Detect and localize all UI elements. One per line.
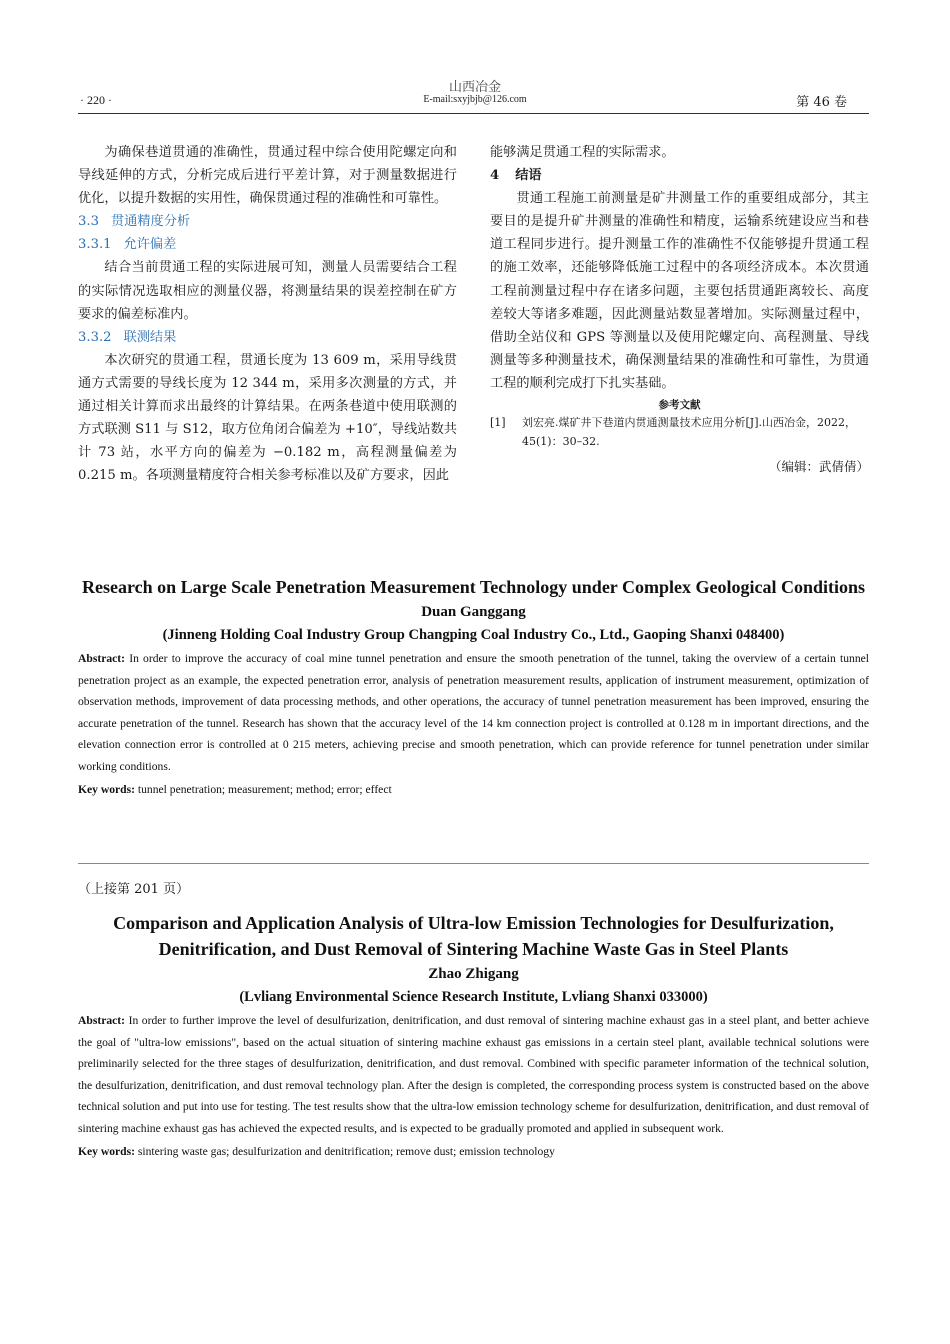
journal-name: 山西冶金	[448, 80, 501, 95]
reference-text: 刘宏亮.煤矿井下巷道内贯通测量技术应用分析[J].山西冶金，2022，45(1)：30–32.	[522, 416, 856, 449]
body-paragraph: 能够满足贯通工程的实际需求。	[490, 145, 675, 160]
english-abstract-2	[78, 910, 869, 1162]
author-affiliation: (Lvliang Environmental Science Research Institute, Lvliang Shanxi 033000)	[239, 989, 708, 1005]
section-heading-3-3-2	[78, 326, 457, 349]
author-name: Duan Ganggang	[421, 604, 526, 620]
editor-note: （编辑：武倩倩）	[768, 459, 869, 475]
header-divider	[78, 113, 869, 114]
author-affiliation: (Jinneng Holding Coal Industry Group Changping Coal Industry Co., Ltd., Gaoping Shanxi 048400)	[162, 627, 785, 643]
abstract-text	[78, 1010, 869, 1140]
keywords-body: tunnel penetration; measurement; method; error; effect	[137, 782, 392, 796]
paper-title: Comparison and Application Analysis of Ultra-low Emission Technologies for Desulfurization, Denitrification, and Dust Removal of Sintering Machine Waste Gas in Steel Plants	[113, 913, 834, 959]
section-number: 3.3	[78, 214, 99, 230]
section-title: 结语	[515, 168, 542, 184]
author-name: Zhao Zhigang	[428, 966, 519, 982]
section-title: 贯通精度分析	[110, 214, 191, 230]
volume-label: 第 46 卷	[796, 95, 847, 110]
keywords-label: Key words:	[78, 782, 135, 796]
section-number: 4	[490, 168, 500, 184]
keywords	[78, 1141, 869, 1163]
keywords-body: sintering waste gas; desulfurization and denitrification; remove dust; emission technology	[137, 1144, 555, 1158]
section-number: 3.3.2	[78, 329, 112, 345]
abstract-label: Abstract:	[78, 1014, 126, 1027]
continued-note: （上接第 201 页）	[78, 882, 190, 897]
section-heading-3-3	[78, 210, 457, 233]
english-abstract-1	[78, 574, 869, 800]
reference-item	[490, 413, 869, 451]
abstract-body: In order to improve the accuracy of coal mine tunnel penetration and ensure the smooth penetration of the tunnel, taking the overview of a certain tunnel penetration project as an example, the expected penetration error, analysis of penetration measurement results, application of instrument measurement, optimization of observation methods, improvement of data processing methods, and other operations, the accuracy of tunnel penetration measurement has been improved, ensuring the accurate penetration of the tunnel. Research has shown that the accuracy level of the 14 km connection project is controlled at 0.128 m in important directions, and the elevation connection error is controlled at 0 215 meters, achieving precise and smooth penetration, which can provide reference for tunnel penetration under similar working conditions.	[78, 652, 869, 773]
keywords	[78, 779, 869, 801]
body-paragraph: 为确保巷道贯通的准确性，贯通过程中综合使用陀螺定向和导线延伸的方式，分析完成后进行平差计算，对于测量数据进行优化，以提升数据的实用性，确保贯通过程的准确性和可靠性。	[78, 145, 457, 207]
section-heading-4	[490, 164, 869, 187]
references-heading: 参考文献	[658, 399, 701, 412]
section-title: 联测结果	[123, 329, 177, 345]
abstract-label: Abstract:	[78, 652, 126, 665]
section-title: 允许偏差	[123, 237, 177, 253]
section-divider	[78, 863, 869, 864]
reference-number: [1]	[490, 416, 506, 430]
body-paragraph: 贯通工程施工前测量是矿井测量工作的重要组成部分，其主要目的是提升矿井测量的准确性和精度，运输系统建设应当和巷道工程同步进行。提升测量工作的准确性不仅能够提升贯通工程的施工效率，还能够降低施工过程中的各项经济成本。本次贯通工程前测量过程中存在诸多问题，主要包括贯通距离较长、高度差较大等诸多难题，因此测量站数显著增加。实际测量过程中，借助全站仪和 GPS 等测量以及使用陀螺定向、高程测量、导线测量等多种测量技术，确保测量结果的准确性和可靠性，为贯通工程的顺利完成打下扎实基础。	[490, 191, 869, 391]
body-paragraph: 结合当前贯通工程的实际进展可知，测量人员需要结合工程的实际情况选取相应的测量仪器，将测量结果的误差控制在矿方要求的偏差标准内。	[78, 260, 457, 322]
abstract-body: In order to further improve the level of desulfurization, denitrification, and dust removal of sintering machine exhaust gas in a steel plant, and better achieve the goal of "ultra-low emissions", based on the actual situation of sintering machine exhaust gas emissions in a certain steel plant, available technical solutions were preliminarily selected for the three stages of desulfurization, denitrification, and dust removal. Combined with specific parameter information of the technical solution, the desulfurization, denitrification, and dust removal technology plan. After the design is completed, the corresponding process system is constructed based on the above technical solution and put into use for testing. The test results show that the ultra-low emission technology scheme for desulfurization, denitrification, and dust removal of sintering machine exhaust gas has achieved the expected results, and is expected to be gradually promoted and applied in subsequent work.	[78, 1014, 869, 1135]
body-paragraph: 本次研究的贯通工程，贯通长度为 13 609 m，采用导线贯通方式需要的导线长度为 12 344 m，采用多次测量的方式，并通过相关计算而求出最终的计算结果。在两条巷道中使用联测的方式联测 S11 与 S12，取方位角闭合偏差为 +10″，导线站数共计 73 站，水平方向的偏差为 −0.182 m，高程测量偏差为 0.215 m。各项测量精度符合相关参考标准以及矿方要求，因此	[78, 352, 457, 484]
section-number: 3.3.1	[78, 237, 112, 253]
left-column	[78, 141, 457, 487]
keywords-label: Key words:	[78, 1144, 135, 1158]
page-number: · 220 ·	[80, 93, 112, 107]
right-column	[490, 141, 869, 478]
journal-email: E-mail:sxyjbjb@126.com	[423, 94, 527, 105]
paper-title: Research on Large Scale Penetration Measurement Technology under Complex Geological Conditions	[82, 577, 865, 597]
abstract-text	[78, 648, 869, 778]
section-heading-3-3-1	[78, 233, 457, 256]
